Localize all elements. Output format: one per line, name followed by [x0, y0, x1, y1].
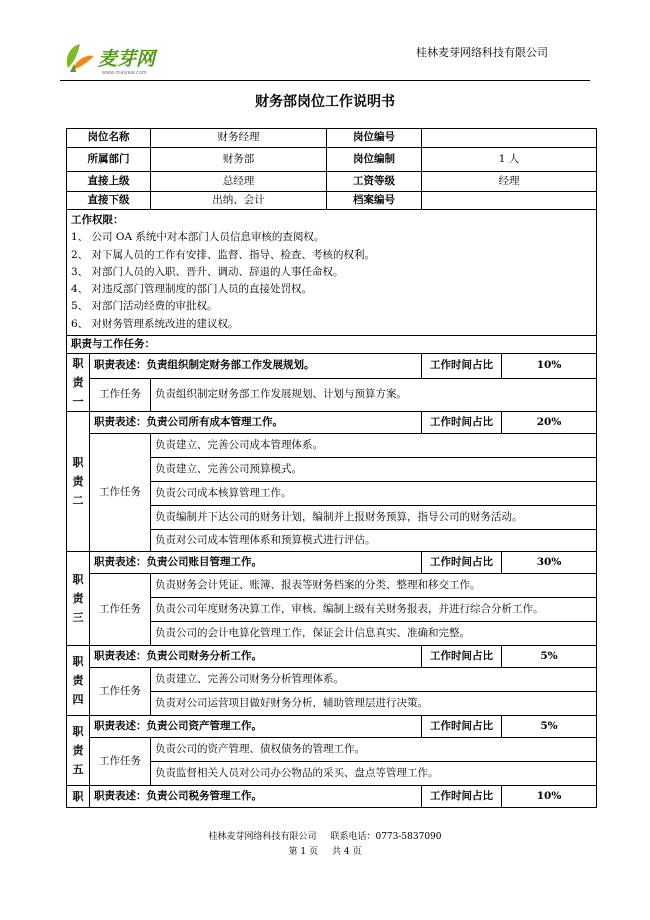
time-share-value: 30% — [502, 552, 597, 574]
duty-task-row — [67, 738, 597, 762]
time-share-label: 工作时间占比 — [422, 786, 502, 808]
duty-label: 职 责 三 — [67, 552, 90, 646]
position-no-label: 岗位编号 — [327, 129, 422, 148]
task-item: 负责对公司成本管理体系和预算模式进行评估。 — [151, 530, 597, 552]
duty-statement-row — [67, 354, 597, 379]
page-number: 第 1 页 — [288, 847, 318, 857]
task-item: 负责建立、完善公司成本管理体系。 — [151, 434, 597, 458]
duty-statement-row — [67, 552, 597, 574]
svg-text:麦芽网: 麦芽网 — [98, 48, 156, 70]
task-label: 工作任务 — [90, 668, 151, 716]
authority-item: 1、 公司 OA 系统中对本部门人员信息审核的查阅权。 — [71, 231, 325, 244]
time-share-label: 工作时间占比 — [422, 716, 502, 738]
task-label: 工作任务 — [90, 574, 151, 646]
subordinate-value: 出纳、会计 — [151, 192, 327, 210]
authority-item: 6、 对财务管理系统改进的建议权。 — [71, 317, 239, 330]
duty-statement: 职责表述：负责组织制定财务部工作发展规划。 — [90, 354, 422, 379]
authority-item: 3、 对部门人员的入职、晋升、调动、辞退的人事任命权。 — [71, 265, 344, 278]
duties-heading-row — [67, 336, 597, 354]
duty-statement-row — [67, 646, 597, 668]
task-label: 工作任务 — [90, 378, 151, 411]
info-row — [67, 129, 597, 148]
authority-item: 4、 对违反部门管理制度的部门人员的直接处罚权。 — [71, 283, 313, 296]
task-label: 工作任务 — [90, 738, 151, 786]
position-name-value: 财务经理 — [151, 129, 327, 148]
task-item: 负责编制并下达公司的财务计划，编制并上报财务预算，指导公司的财务活动。 — [151, 506, 597, 530]
duty-label: 职 责 五 — [67, 716, 90, 786]
salary-label: 工资等级 — [327, 172, 422, 192]
task-item: 负责公司的会计电算化管理工作，保证会计信息真实、准确和完整。 — [151, 622, 597, 646]
page-header — [0, 0, 650, 90]
document-title: 财务部岗位工作说明书 — [255, 94, 395, 110]
footer-phone: 联系电话：0773-5837090 — [330, 832, 442, 842]
task-item: 负责公司的资产管理、债权债务的管理工作。 — [151, 738, 597, 762]
task-label: 工作任务 — [90, 434, 151, 552]
duty-statement: 职责表述：负责公司税务管理工作。 — [90, 786, 422, 808]
logo-leaf-icon — [62, 38, 182, 78]
time-share-label: 工作时间占比 — [422, 412, 502, 434]
time-share-label: 工作时间占比 — [422, 354, 502, 379]
duty-statement: 职责表述：负责公司所有成本管理工作。 — [90, 412, 422, 434]
time-share-label: 工作时间占比 — [422, 552, 502, 574]
authority-item: 5、 对部门活动经费的审批权。 — [71, 300, 218, 313]
duty-task-row — [67, 668, 597, 692]
superior-label: 直接上级 — [67, 172, 151, 192]
duty-statement: 职责表述：负责公司资产管理工作。 — [90, 716, 422, 738]
authority-row — [67, 210, 597, 336]
header-company-name: 桂林麦芽网络科技有限公司 — [416, 46, 548, 59]
salary-value: 经理 — [422, 172, 597, 192]
duty-statement: 职责表述：负责公司财务分析工作。 — [90, 646, 422, 668]
task-item: 负责公司成本核算管理工作。 — [151, 482, 597, 506]
info-row — [67, 172, 597, 192]
superior-value: 总经理 — [151, 172, 327, 192]
headcount-value: 1 人 — [422, 148, 597, 172]
task-item: 负责公司年度财务决算工作，审核、编制上级有关财务报表，并进行综合分析工作。 — [151, 598, 597, 622]
authority-block — [67, 210, 597, 336]
dept-label: 所属部门 — [67, 148, 151, 172]
duty-task-row — [67, 574, 597, 598]
position-name-label: 岗位名称 — [67, 129, 151, 148]
task-item: 负责财务会计凭证、账簿、报表等财务档案的分类、整理和移交工作。 — [151, 574, 597, 598]
duty-label: 职 — [67, 786, 90, 808]
duty-statement-row — [67, 716, 597, 738]
duties-heading: 职责与工作任务： — [67, 336, 597, 354]
task-item: 负责监督相关人员对公司办公物品的采买、盘点等管理工作。 — [151, 762, 597, 786]
authority-heading: 工作权限： — [71, 214, 124, 226]
info-row — [67, 148, 597, 172]
footer-contact — [0, 829, 650, 842]
job-description-table — [66, 128, 597, 808]
duty-task-row — [67, 378, 597, 411]
task-item: 负责组织制定财务部工作发展规划、计划与预算方案。 — [151, 378, 597, 411]
time-share-value: 5% — [502, 716, 597, 738]
duty-statement-row — [67, 412, 597, 434]
dept-value: 财务部 — [151, 148, 327, 172]
time-share-value: 10% — [502, 354, 597, 379]
duty-label: 职 责 四 — [67, 646, 90, 716]
file-no-label: 档案编号 — [327, 192, 422, 210]
file-no-value — [422, 192, 597, 210]
footer-company: 桂林麦芽网络科技有限公司 — [208, 832, 317, 842]
time-share-value: 5% — [502, 646, 597, 668]
task-item: 负责对公司运营项目做好财务分析，辅助管理层进行决策。 — [151, 692, 597, 716]
footer-pagination — [0, 844, 650, 857]
time-share-label: 工作时间占比 — [422, 646, 502, 668]
duty-statement: 职责表述：负责公司账目管理工作。 — [90, 552, 422, 574]
task-item: 负责建立、完善公司预算模式。 — [151, 458, 597, 482]
subordinate-label: 直接下级 — [67, 192, 151, 210]
headcount-label: 岗位编制 — [327, 148, 422, 172]
info-row — [67, 192, 597, 210]
time-share-value: 10% — [502, 786, 597, 808]
company-logo — [62, 38, 182, 78]
header-divider — [60, 80, 590, 81]
page-total: 共 4 页 — [332, 847, 362, 857]
svg-text:www.maiyaw.com: www.maiyaw.com — [102, 70, 147, 76]
time-share-value: 20% — [502, 412, 597, 434]
duty-statement-row — [67, 786, 597, 808]
authority-item: 2、 对下属人员的工作有安排、监督、指导、检查、考核的权利。 — [71, 248, 376, 261]
duty-label: 职 责 二 — [67, 412, 90, 552]
duty-label: 职 责 一 — [67, 354, 90, 412]
task-item: 负责建立、完善公司财务分析管理体系。 — [151, 668, 597, 692]
duty-task-row — [67, 434, 597, 458]
position-no-value — [422, 129, 597, 148]
